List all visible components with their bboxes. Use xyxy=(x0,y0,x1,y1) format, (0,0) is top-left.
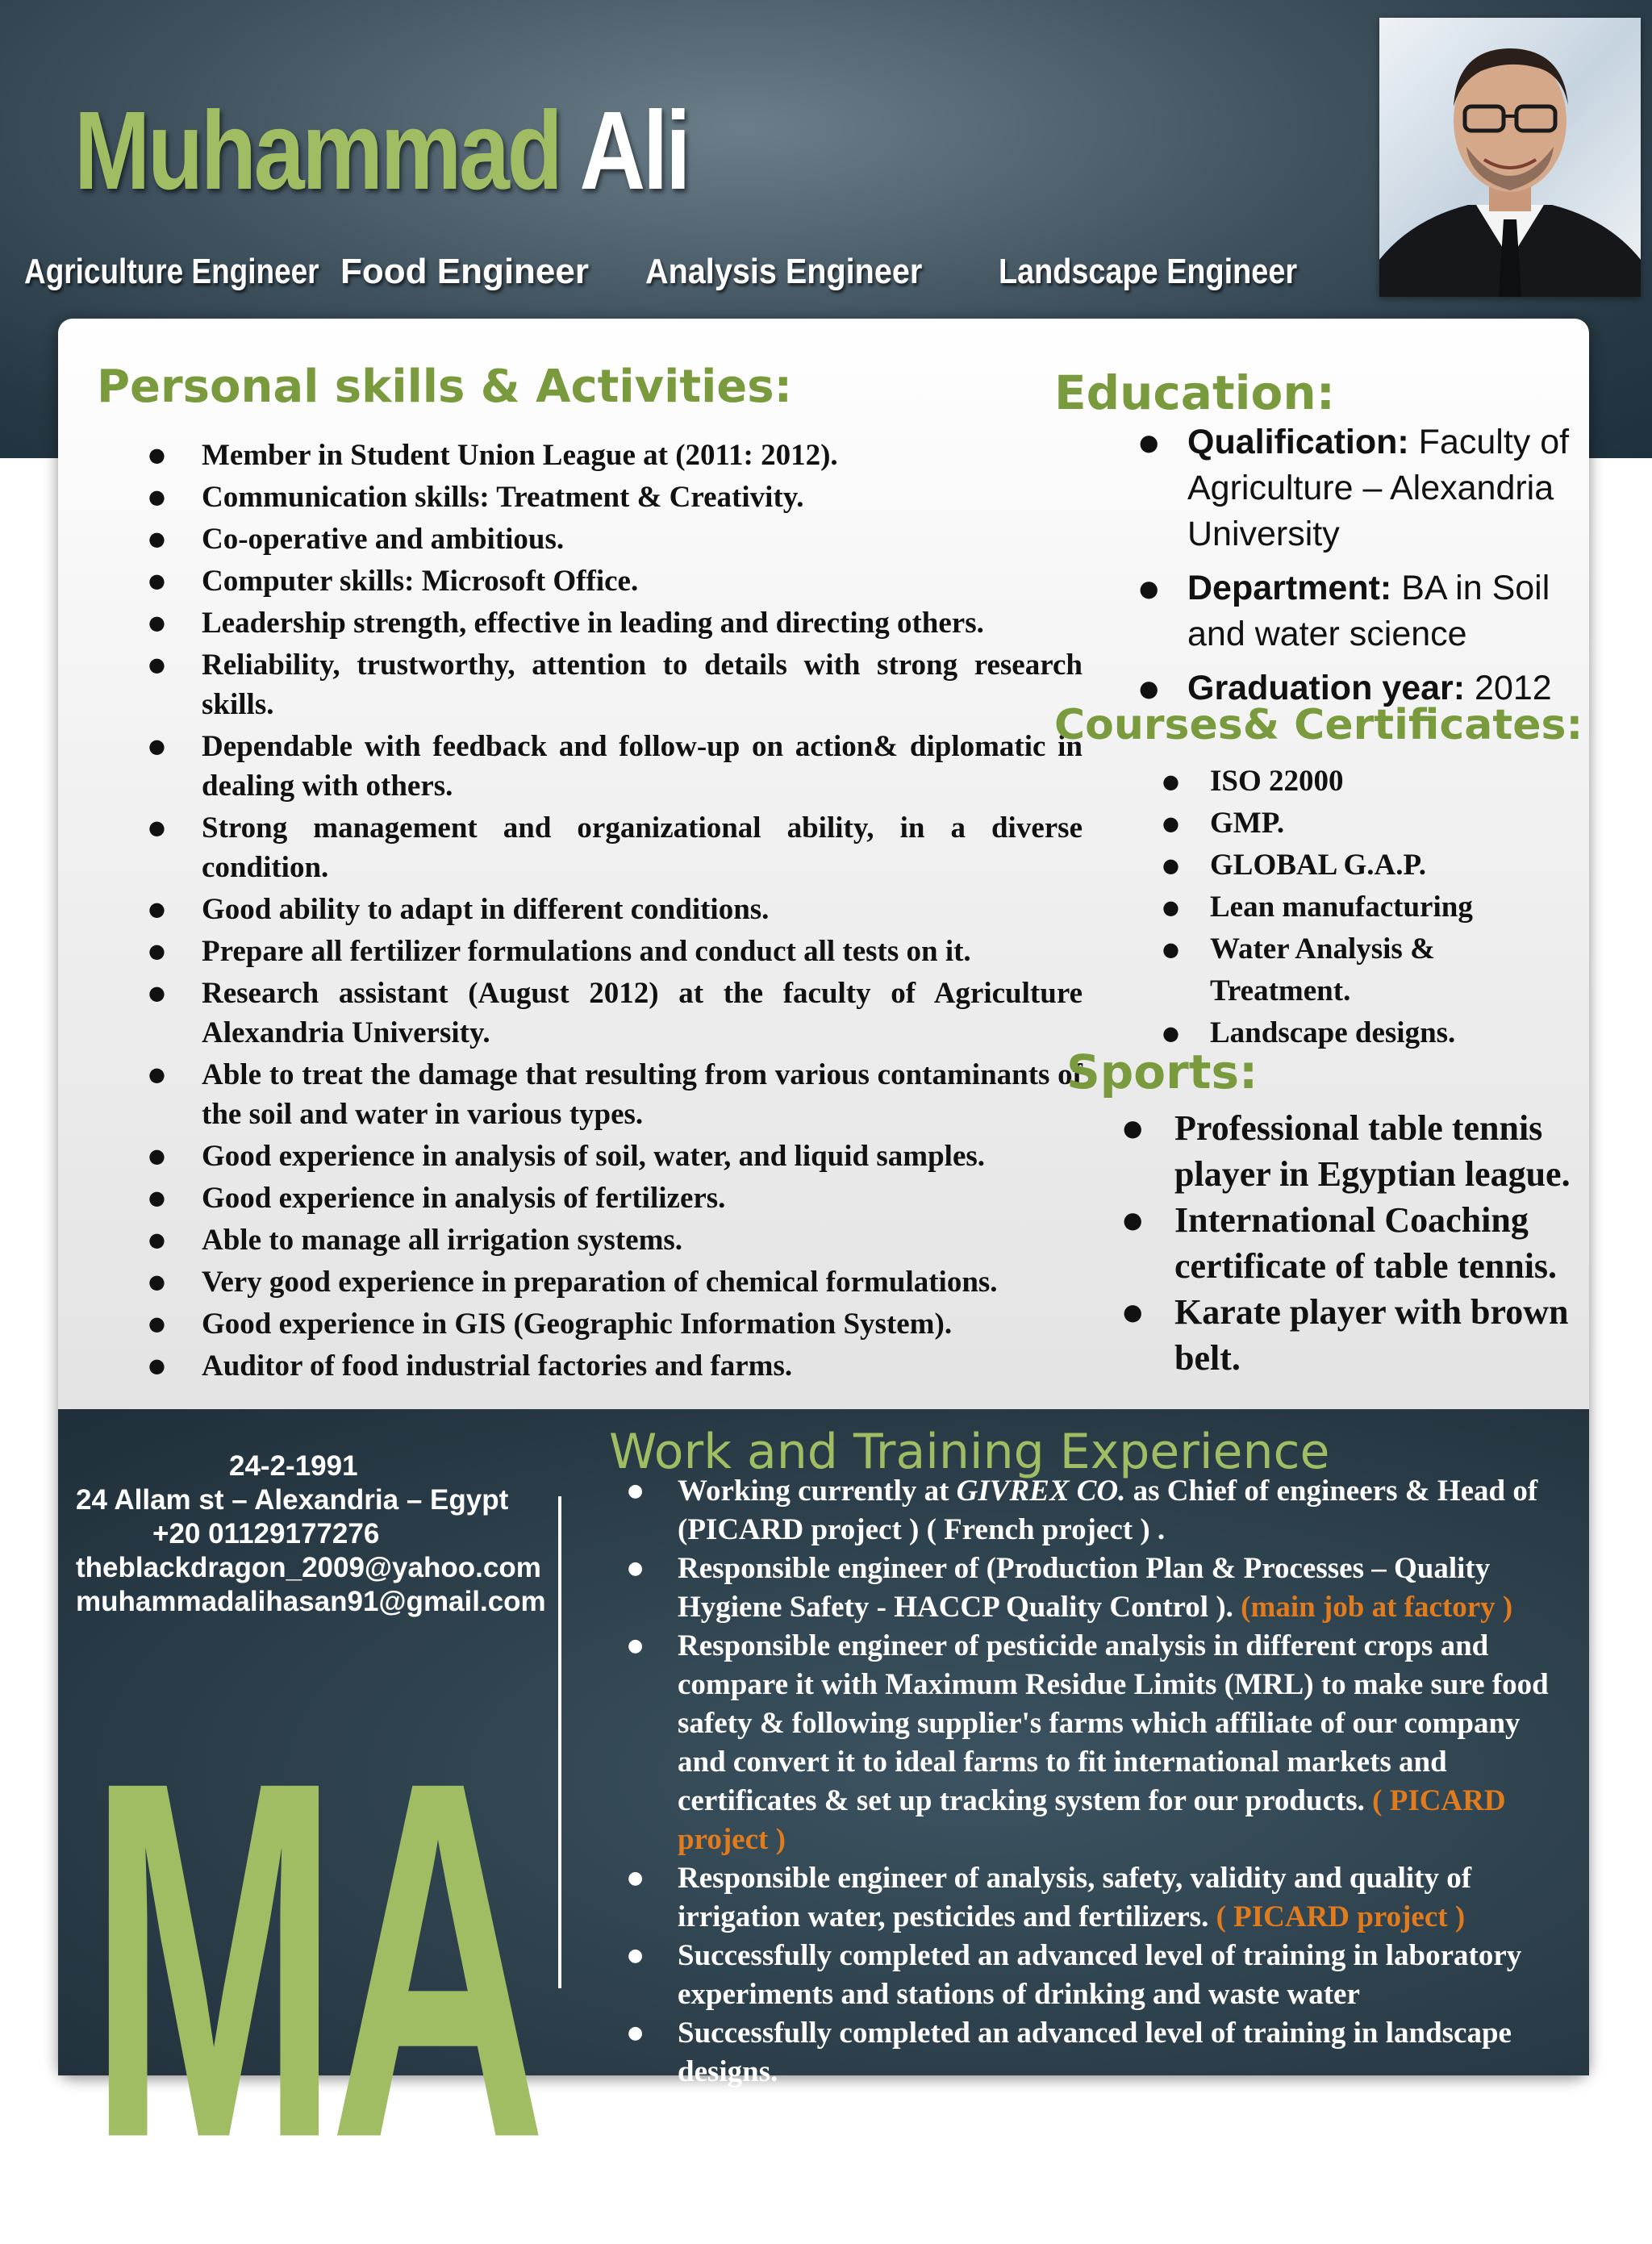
education-label: Qualification: xyxy=(1187,423,1409,461)
work-tag: ( PICARD project ) xyxy=(1216,1900,1466,1933)
skills-heading: Personal skills & Activities: xyxy=(97,361,792,413)
work-text: Responsible engineer of (Production Plan & Processes – Quality Hygiene Safety - HACCP Quality Control ). xyxy=(678,1552,1491,1624)
courses-heading: Courses& Certificates: xyxy=(1054,701,1583,749)
list-item xyxy=(558,1627,1589,1859)
education-list-container xyxy=(1062,419,1579,707)
list-item: ● Karate player with brown belt. xyxy=(1062,1289,1587,1381)
education-label: Graduation year: xyxy=(1187,669,1466,707)
profile-photo xyxy=(1379,18,1641,297)
job-title: Agriculture Engineer xyxy=(24,252,319,291)
list-item: ● Successfully completed an advanced level of training in laboratory experiments and stations of drinking and waste water xyxy=(558,1937,1589,2014)
work-text: Working currently at xyxy=(678,1474,957,1508)
list-item: ● Computer skills: Microsoft Office. xyxy=(100,561,1083,601)
list-item: ● Good ability to adapt in different conditions. xyxy=(100,890,1083,929)
education-value: BA in Soil and water science xyxy=(1187,569,1550,653)
email-address: muhammadalihasan91@gmail.com xyxy=(76,1586,546,1617)
list-item: ● Dependable with feedback and follow-up on action& diplomatic in dealing with others. xyxy=(100,727,1083,806)
list-item: ● Communication skills: Treatment & Creativity. xyxy=(100,478,1083,517)
date-of-birth: 24-2-1991 xyxy=(229,1450,358,1482)
work-text: Responsible engineer of analysis, safety, validity and quality of irrigation water, pesticides and fertilizers. xyxy=(678,1862,1472,1933)
list-item xyxy=(558,1550,1589,1627)
work-text: Responsible engineer of pesticide analysis in different crops and compare it with Maximum Residue Limits (MRL) to make sure food safety & following supplier's farms which affiliate of our company and convert it to ideal farms to fit international markets and certificates & set up tracking system for our products. xyxy=(678,1629,1549,1817)
list-item: ● Successfully completed an advanced level of training in landscape designs. xyxy=(558,2014,1589,2092)
list-item: ● Lean manufacturing xyxy=(1062,886,1579,928)
courses-list xyxy=(1062,761,1579,1054)
list-item: ● Auditor of food industrial factories and farms. xyxy=(100,1346,1083,1386)
sports-heading: Sports: xyxy=(1066,1045,1258,1099)
content-panel xyxy=(58,319,1589,2244)
candidate-name xyxy=(74,89,689,213)
first-name: Muhammad xyxy=(74,89,561,213)
list-item: ● Good experience in GIS (Geographic Information System). xyxy=(100,1304,1083,1344)
job-title: Food Engineer xyxy=(340,252,589,291)
address: 24 Allam st – Alexandria – Egypt xyxy=(76,1484,509,1516)
list-item: ● Leadership strength, effective in leading and directing others. xyxy=(100,603,1083,643)
email-address: theblackdragon_2009@yahoo.com xyxy=(76,1552,541,1583)
list-item: ● ISO 22000 xyxy=(1062,761,1579,803)
work-list xyxy=(558,1472,1589,2092)
list-item: ● International Coaching certificate of table tennis. xyxy=(1062,1197,1587,1289)
list-item: ● GMP. xyxy=(1062,803,1579,845)
list-item xyxy=(558,1859,1589,1937)
company-name: GIVREX CO. xyxy=(956,1474,1126,1508)
education-heading: Education: xyxy=(1054,365,1335,420)
job-title: Landscape Engineer xyxy=(999,252,1298,291)
list-item: ● Co-operative and ambitious. xyxy=(100,519,1083,559)
monogram: MA xyxy=(89,1676,538,2244)
list-item: ● Good experience in analysis of fertilizers. xyxy=(100,1178,1083,1218)
work-tag: (main job at factory ) xyxy=(1241,1591,1513,1624)
work-list-container xyxy=(558,1472,1589,2088)
phone-number: +20 01129177276 xyxy=(152,1518,380,1550)
sports-list xyxy=(1062,1105,1587,1381)
job-title: Analysis Engineer xyxy=(645,252,923,291)
work-tag: ( PICARD project ) xyxy=(678,1784,1506,1856)
list-item xyxy=(558,1472,1589,1550)
portrait-image xyxy=(1379,18,1641,297)
contact-info xyxy=(76,1449,624,1619)
list-item: ● Landscape designs. xyxy=(1062,1012,1579,1054)
list-item: ● Strong management and organizational ability, in a diverse condition. xyxy=(100,808,1083,887)
work-heading: Work and Training Experience xyxy=(609,1424,1330,1480)
job-titles xyxy=(24,252,1355,300)
education-list xyxy=(1062,419,1579,711)
list-item: ● Able to treat the damage that resulting from various contaminants of the soil and water in various types. xyxy=(100,1055,1083,1134)
list-item xyxy=(1062,419,1579,557)
skills-list-container xyxy=(100,436,1083,1383)
list-item: ● Member in Student Union League at (2011: 2012). xyxy=(100,436,1083,475)
education-value: 2012 xyxy=(1465,669,1552,707)
skills-list xyxy=(100,436,1083,1386)
list-item: ● Good experience in analysis of soil, water, and liquid samples. xyxy=(100,1137,1083,1176)
last-name: Ali xyxy=(579,89,689,213)
education-value: Faculty of Agriculture – Alexandria University xyxy=(1187,423,1570,553)
list-item xyxy=(1062,565,1579,657)
list-item: ● Very good experience in preparation of chemical formulations. xyxy=(100,1262,1083,1302)
list-item: ● Research assistant (August 2012) at the faculty of Agriculture Alexandria University. xyxy=(100,974,1083,1053)
list-item: ● Able to manage all irrigation systems. xyxy=(100,1220,1083,1260)
work-text: as Chief of engineers & Head of (PICARD project ) ( French project ) . xyxy=(678,1474,1538,1546)
list-item: ● Reliability, trustworthy, attention to details with strong research skills. xyxy=(100,645,1083,724)
list-item: ● GLOBAL G.A.P. xyxy=(1062,845,1579,886)
list-item: ● Professional table tennis player in Egyptian league. xyxy=(1062,1105,1587,1197)
list-item: ● Water Analysis & Treatment. xyxy=(1062,928,1579,1012)
education-label: Department: xyxy=(1187,569,1392,607)
list-item: ● Prepare all fertilizer formulations and conduct all tests on it. xyxy=(100,932,1083,971)
